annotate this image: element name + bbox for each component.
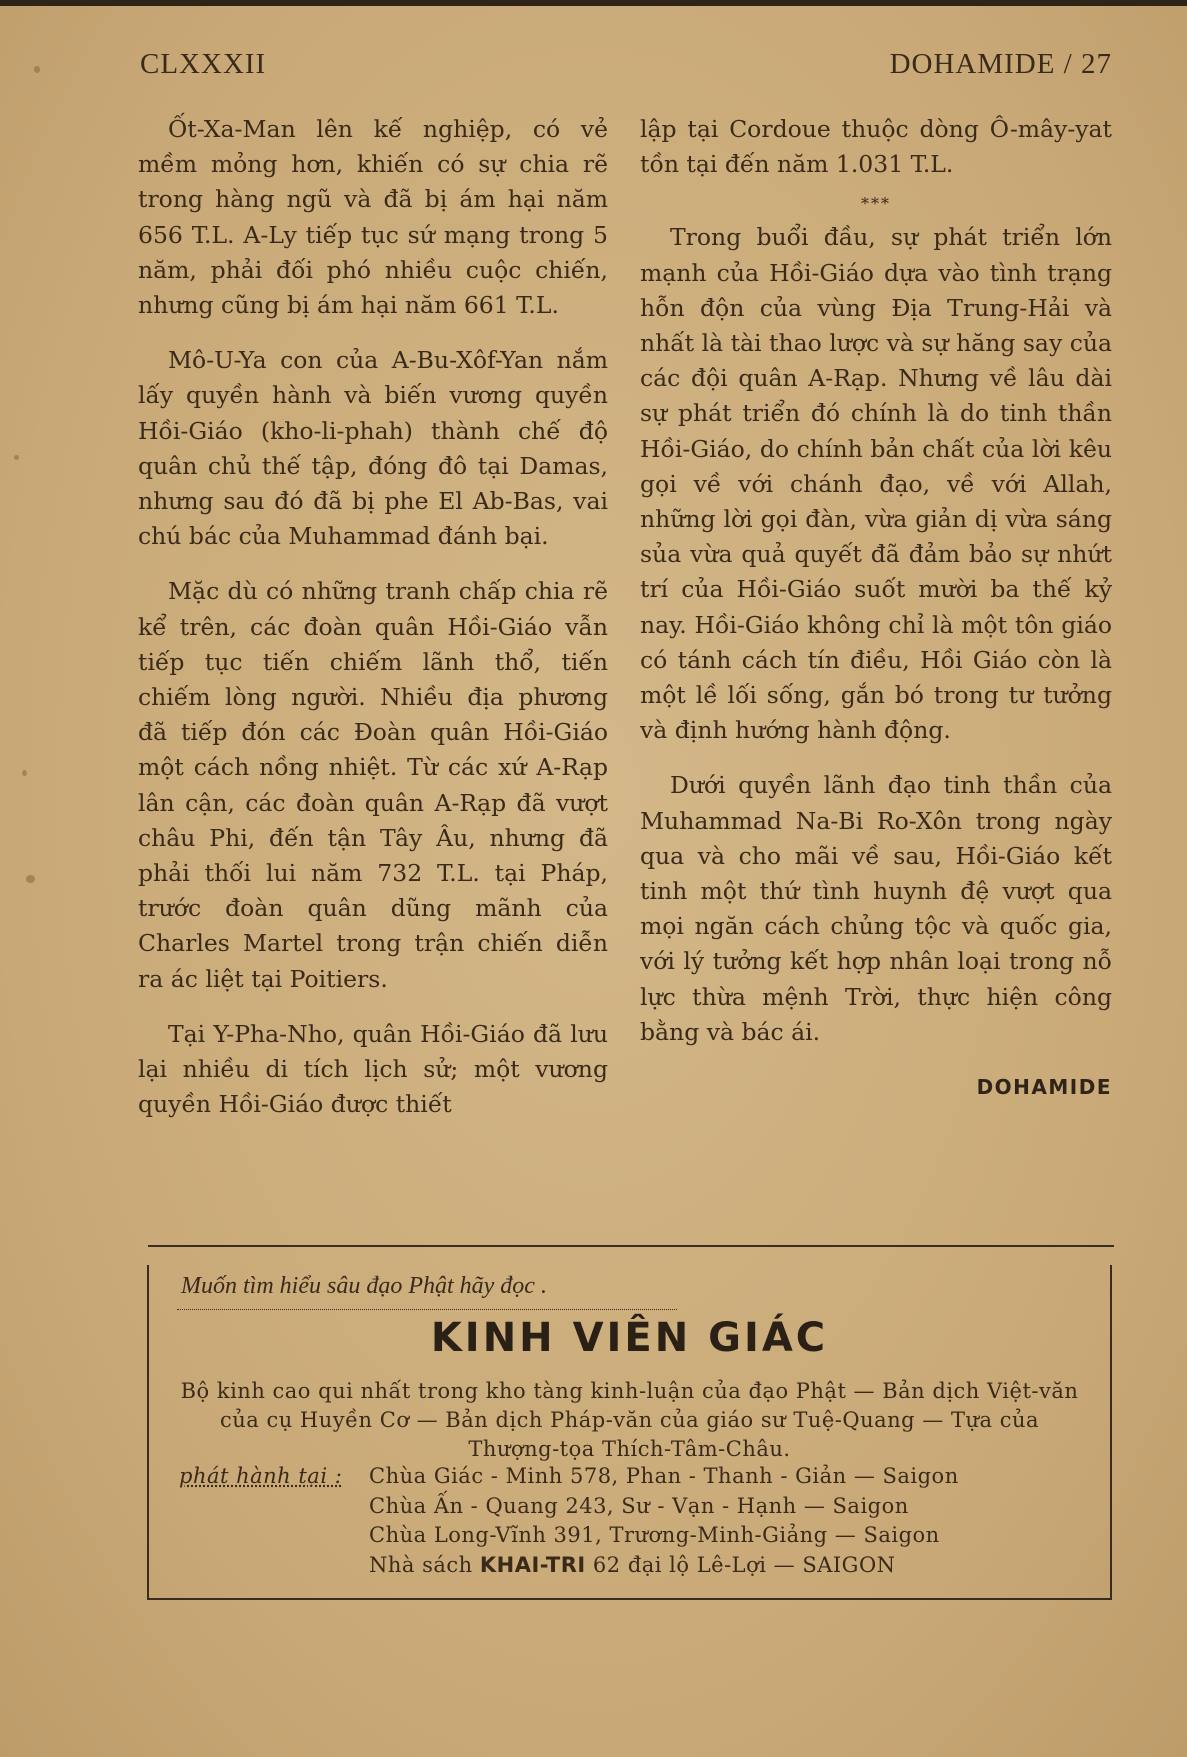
page-header: [140, 48, 1112, 88]
paper-spot: [14, 455, 19, 460]
article-paragraph: Mô-U-Ya con của A-Bu-Xôf-Yan nắm lấy quyền hành và biến vương quyền Hồi-Giáo (kho-li-phah) thành chế độ quân chủ thế tập, đóng đô tại Damas, nhưng sau đó đã bị phe El Ab-Bas, vai chú bác của Muhammad đánh bại.: [138, 346, 608, 551]
advertisement-box: [147, 1265, 1112, 1600]
ad-title: KINH VIÊN GIÁC: [430, 1315, 829, 1361]
article-column-left: [138, 112, 608, 1142]
ad-tagline-rule: [177, 1309, 677, 1310]
page-number-roman: CLXXXII: [140, 48, 267, 80]
ad-tagline: Muốn tìm hiểu sâu đạo Phật hãy đọc .: [181, 1273, 547, 1299]
article-paragraph: Ốt-Xa-Man lên kế nghiệp, có vẻ mềm mỏng hơn, khiến có sự chia rẽ trong hàng ngũ và đã bị ám hại năm 656 T.L. A-Ly tiếp tục sứ mạng trong 5 năm, phải đối phó nhiều cuộc chiến, nhưng cũng bị ám hại năm 661 T.L.: [138, 115, 608, 320]
distribution-item: Chùa Long-Vĩnh 391, Trương-Minh-Giảng — Saigon: [369, 1523, 940, 1547]
paper-spot: [34, 66, 40, 73]
ad-bottom-rule: [149, 1598, 1110, 1600]
article-column-right: [640, 112, 1112, 1105]
distribution-label: phát hành tại :: [179, 1464, 343, 1488]
author-signature: DOHAMIDE: [976, 1075, 1112, 1100]
bookstore-name: KHAI-TRI: [479, 1552, 586, 1577]
magazine-title-page-number: DOHAMIDE / 27: [889, 48, 1112, 80]
article-paragraph: Tại Y-Pha-Nho, quân Hồi-Giáo đã lưu lại nhiều di tích lịch sử; một vương quyền Hồi-Giáo được thiết: [138, 1019, 608, 1119]
distribution-item: Chùa Ấn - Quang 243, Sư - Vạn - Hạnh — Saigon: [369, 1493, 909, 1518]
divider-rule: [148, 1245, 1114, 1247]
ad-description: Bộ kinh cao qui nhất trong kho tàng kinh-luận của đạo Phật — Bản dịch Việt-văn của cụ Huyền Cơ — Bản dịch Pháp-văn của giáo sư Tuệ-Quang — Tựa của Thượng-tọa Thích-Tâm-Châu.: [180, 1379, 1079, 1461]
distribution-item: Chùa Giác - Minh 578, Phan - Thanh - Giản — Saigon: [369, 1464, 959, 1488]
bookstore-address: 62 đại lộ Lê-Lợi — SAIGON: [592, 1552, 896, 1577]
distribution-item-bookstore: [369, 1551, 959, 1581]
article-paragraph: Trong buổi đầu, sự phát triển lớn mạnh của Hồi-Giáo dựa vào tình trạng hỗn độn của vùng Địa Trung-Hải và nhất là tài thao lược và sự hăng say của các đội quân A-Rạp. Nhưng về lâu dài sự phát triển đó chính là do tinh thần Hồi-Giáo, do chính bản chất của lời kêu gọi về với chánh đạo, về với Allah, những lời gọi đàn, vừa giản dị vừa sáng sủa vừa quả quyết đã đảm bảo sự nhứt trí của Hồi-Giáo suốt mười ba thế kỷ nay. Hồi-Giáo không chỉ là một tôn giáo có tánh cách tín điều, Hồi Giáo còn là một lề lối sống, gắn bó trong tư tưởng và định hướng hành động.: [640, 223, 1112, 745]
section-separator: ***: [861, 194, 891, 214]
paper-spot: [26, 875, 35, 883]
paper-spot: [22, 770, 27, 776]
top-rule: [0, 0, 1187, 6]
article-paragraph: Dưới quyền lãnh đạo tinh thần của Muhammad Na-Bi Ro-Xôn trong ngày qua và cho mãi về sau, Hồi-Giáo kết tinh một thứ tình huynh đệ vượt qua mọi ngăn cách chủng tộc và quốc gia, với lý tưởng kết hợp nhân loại trong nỗ lực thừa mệnh Trời, thực hiện công bằng và bác ái.: [640, 771, 1112, 1046]
distribution-list: [369, 1462, 959, 1580]
bookstore-prefix: Nhà sách: [369, 1552, 473, 1577]
article-paragraph: Mặc dù có những tranh chấp chia rẽ kể trên, các đoàn quân Hồi-Giáo vẫn tiếp tục tiến chiếm lãnh thổ, tiến chiếm lòng người. Nhiều địa phương đã tiếp đón các Đoàn quân Hồi-Giáo một cách nồng nhiệt. Từ các xứ A-Rạp lân cận, các đoàn quân A-Rạp đã vượt châu Phi, đến tận Tây Âu, nhưng đã phải thối lui năm 732 T.L. tại Pháp, trước đoàn quân dũng mãnh của Charles Martel trong trận chiến diễn ra ác liệt tại Poitiers.: [138, 577, 608, 993]
article-paragraph-continuation: lập tại Cordoue thuộc dòng Ô-mây-yat tồn tại đến năm 1.031 T.L.: [640, 115, 1112, 179]
